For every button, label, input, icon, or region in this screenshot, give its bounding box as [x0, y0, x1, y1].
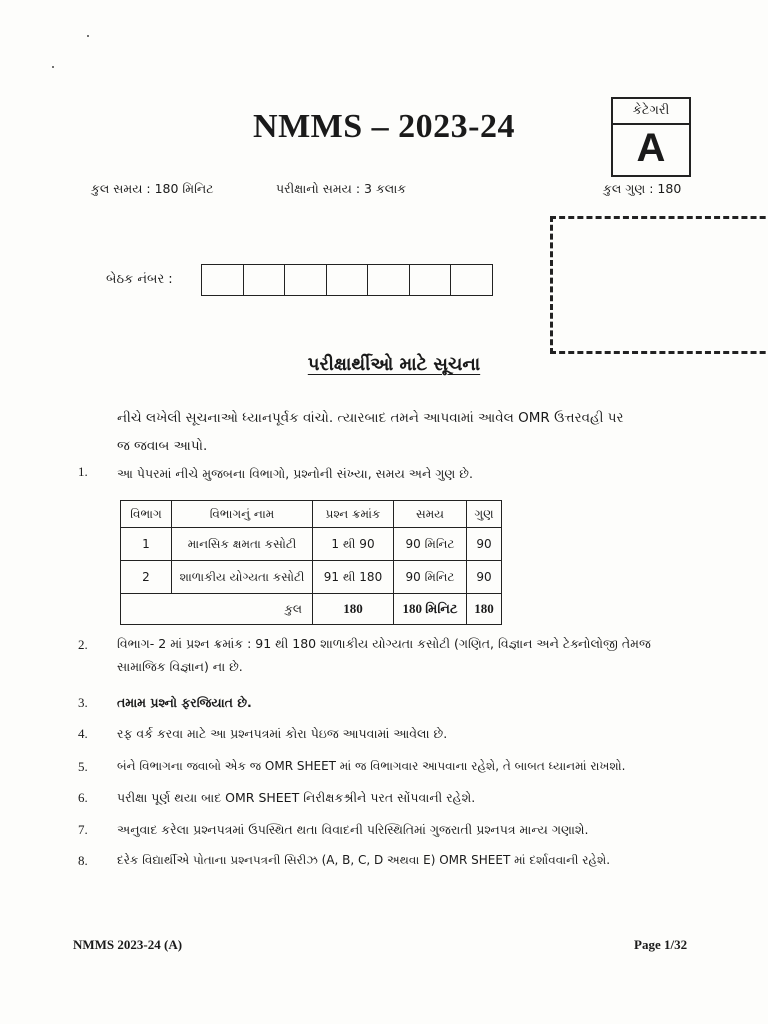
table-header: પ્રશ્ન ક્રમાંક — [313, 501, 394, 528]
seat-digit-box[interactable] — [368, 265, 410, 295]
seat-digit-box[interactable] — [244, 265, 286, 295]
instruction-line: વિભાગ- 2 માં પ્રશ્ન ક્રમાંક : 91 થી 180 શાળાકીય યોગ્યતા કસોટી (ગણિત, વિજ્ઞાન અને ટેક્નોલોજી તેમજ — [117, 636, 651, 651]
instruction-item: આ પેપરમાં નીચે મુજબના વિભાગો, પ્રશ્નોની સંખ્યા, સમય અને ગુણ છે. — [117, 466, 473, 481]
table-header-row — [121, 501, 502, 528]
seat-number-label: બેઠક નંબર : — [106, 272, 173, 287]
table-cell: 90 મિનિટ — [394, 528, 467, 561]
table-cell: 90 — [467, 561, 502, 594]
table-cell: માનસિક ક્ષમતા કસોટી — [172, 528, 313, 561]
sections-table — [120, 500, 502, 625]
instruction-item: દરેક વિદ્યાર્થીએ પોતાના પ્રશ્નપત્રની સિરીઝ (A, B, C, D અથવા E) OMR SHEET માં દર્શાવવાની રહેશે. — [117, 853, 611, 867]
intro-line: નીચે લખેલી સૂચનાઓ ધ્યાનપૂર્વક વાંચો. ત્યારબાદ તમને આપવામાં આવેલ OMR ઉત્તરવહી પર — [117, 410, 624, 426]
instruction-item: પરીક્ષા પૂર્ણ થયા બાદ OMR SHEET નિરીક્ષકશ્રીને પરત સોંપવાની રહેશે. — [117, 790, 476, 805]
seat-digit-box[interactable] — [410, 265, 452, 295]
scan-mark — [87, 35, 89, 37]
omr-sticker-area — [550, 216, 768, 354]
total-marks: 180 — [467, 594, 502, 625]
table-cell: 90 — [467, 528, 502, 561]
table-row — [121, 528, 502, 561]
table-row — [121, 561, 502, 594]
table-cell: 91 થી 180 — [313, 561, 394, 594]
category-box — [611, 97, 691, 177]
exam-duration: પરીક્ષાનો સમય : 3 કલાક — [276, 181, 407, 196]
instruction-item — [117, 632, 717, 678]
instruction-line: સામાજિક વિજ્ઞાન) ના છે. — [117, 659, 243, 674]
seat-digit-box[interactable] — [202, 265, 244, 295]
category-label: કેટેગરી — [613, 99, 689, 125]
table-total-row — [121, 594, 502, 625]
table-header: વિભાગ — [121, 501, 172, 528]
table-cell: શાળાકીય યોગ્યતા કસોટી — [172, 561, 313, 594]
instruction-item: બંને વિભાગના જવાબો એક જ OMR SHEET માં જ વિભાગવાર આપવાના રહેશે, તે બાબત ધ્યાનમાં રાખશો. — [117, 759, 626, 773]
table-cell: 90 મિનિટ — [394, 561, 467, 594]
page-title: NMMS – 2023-24 — [253, 108, 515, 145]
intro-line: જ જવાબ આપો. — [117, 438, 208, 454]
instructions-intro — [117, 404, 677, 460]
scan-mark — [52, 66, 54, 68]
item-number: 1. — [78, 464, 88, 479]
item-number: 8. — [78, 853, 88, 868]
seat-digit-box[interactable] — [327, 265, 369, 295]
total-questions: 180 — [313, 594, 394, 625]
seat-digit-box[interactable] — [451, 265, 492, 295]
total-label: કુલ — [121, 594, 313, 625]
item-number: 7. — [78, 822, 88, 837]
item-number: 2. — [78, 637, 88, 652]
table-cell: 1 થી 90 — [313, 528, 394, 561]
item-number: 5. — [78, 759, 88, 774]
instruction-item: રફ વર્ક કરવા માટે આ પ્રશ્નપત્રમાં કોરા પેઇજ આપવામાં આવેલા છે. — [117, 726, 448, 741]
table-header: વિભાગનું નામ — [172, 501, 313, 528]
table-header: સમય — [394, 501, 467, 528]
table-cell: 2 — [121, 561, 172, 594]
instructions-heading — [0, 354, 768, 375]
total-marks: કુલ ગુણ : 180 — [603, 181, 682, 196]
footer-page-number: Page 1/32 — [634, 937, 688, 952]
instructions-heading-text: પરીક્ષાર્થીઓ માટે સૂચના — [307, 354, 481, 375]
instruction-item: અનુવાદ કરેલા પ્રશ્નપત્રમાં ઉપસ્થિત થતા વિવાદની પરિસ્થિતિમાં ગુજરાતી પ્રશ્નપત્ર માન્ય ગણાશે. — [117, 822, 589, 837]
instruction-item: તમામ પ્રશ્નો ફરજિયાત છે. — [117, 695, 252, 710]
item-number: 6. — [78, 790, 88, 805]
table-header: ગુણ — [467, 501, 502, 528]
category-letter: A — [636, 126, 666, 170]
total-time: કુલ સમય : 180 મિનિટ — [91, 181, 214, 196]
footer-paper-code: NMMS 2023-24 (A) — [73, 937, 183, 952]
item-number: 4. — [78, 726, 88, 741]
total-time: 180 મિનિટ — [394, 594, 467, 625]
seat-digit-box[interactable] — [285, 265, 327, 295]
seat-number-boxes[interactable] — [201, 264, 493, 296]
item-number: 3. — [78, 695, 88, 710]
table-cell: 1 — [121, 528, 172, 561]
